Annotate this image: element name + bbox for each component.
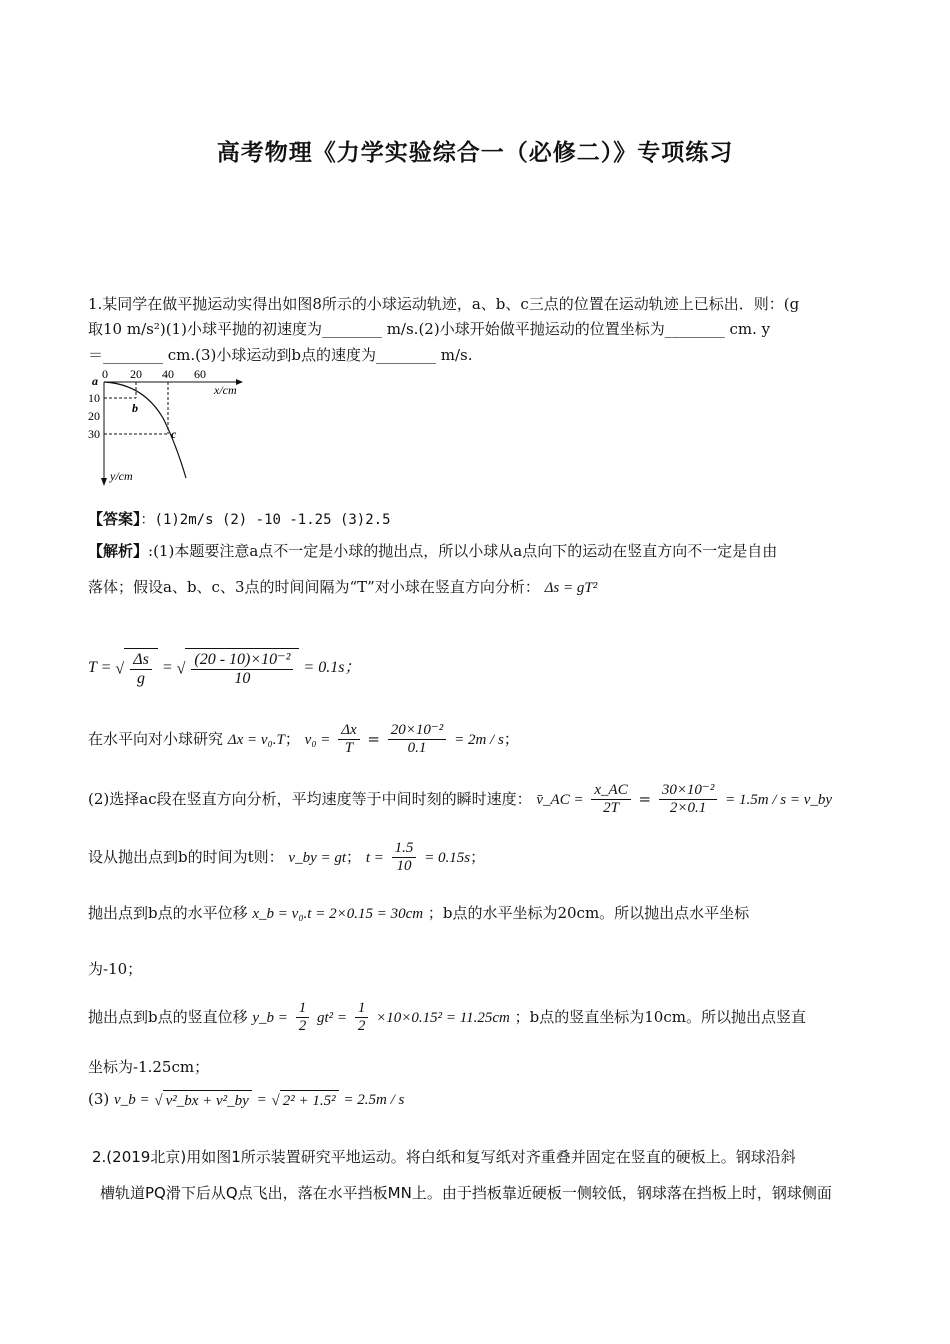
eq-vac-f1-num: x_AC: [591, 782, 630, 800]
eq-v0-f1-den: T: [344, 740, 354, 757]
sqrt-1: √ $\frac{\Delta s}{g}$: [115, 648, 157, 689]
analysis-xb-line: [88, 902, 749, 923]
point-c-label: c: [171, 427, 177, 441]
eq-yb-half1: [296, 1000, 310, 1036]
analysis-xb-continuation: 为-10；: [88, 960, 143, 978]
question-2-line-2: 槽轨道PQ滑下后从Q点飞出，落在水平挡板MN上。由于挡板靠近硬板一侧较低，钢球落在挡板上时，钢球侧面: [100, 1184, 832, 1202]
eq-vac-f2-den: 2×0.1: [669, 800, 707, 817]
analysis-label: 【解析】: [88, 542, 149, 560]
v0-prefix: 在水平向对小球研究: [88, 729, 224, 748]
x-tick-0: 0: [102, 367, 108, 381]
trajectory-figure: [88, 366, 258, 496]
eq-t-den: 10: [396, 858, 412, 875]
eq-vb-rad2: 2² + 1.5²: [280, 1090, 339, 1110]
equation-T: T = √ $\frac{\Delta s}{g}$ = √ $\frac{\text{(20 - 10)×10⁻²}}{10}$ = 0.1s；: [88, 648, 360, 689]
eq-yb-h2-den: 2: [357, 1018, 366, 1035]
eq-vac-rhs: = 1.5m / s = v_by: [725, 791, 833, 808]
analysis-text-2: 落体；假设a、b、c、3点的时间间隔为“T”对小球在竖直方向分析：: [88, 578, 540, 596]
x-tick-20: 20: [130, 367, 142, 381]
part3-label: (3): [88, 1090, 110, 1108]
t-sep: ；: [346, 847, 362, 866]
eq-v0-f1-num: Δx: [338, 722, 359, 740]
eq-vb-lhs: v_b =: [114, 1092, 150, 1108]
y-tick-10: 10: [88, 391, 100, 405]
sqrt-2: √ $\frac{\text{(20 - 10)×10⁻²}}{10}$: [177, 648, 300, 689]
eq-t-lhs: t =: [365, 849, 384, 866]
eq-vac-frac2: [659, 782, 718, 818]
x-tick-60: 60: [194, 367, 206, 381]
eq-vb-mid: =: [256, 1092, 267, 1108]
eq-v0-rhs: = 2m / s: [454, 731, 504, 748]
sqrt-vb-1: √ v²_bx + v²_by: [154, 1090, 251, 1110]
t-prefix: 设从抛出点到b的时间为t则：: [88, 847, 284, 866]
eq-v0-f2-den: 0.1: [407, 740, 427, 757]
eq-yb-lhs: y_b =: [252, 1009, 288, 1026]
eq-T-f2-num: (20 - 10)×10⁻²: [191, 651, 293, 670]
answer-label: 【答案】: [88, 510, 141, 528]
x-axis-arrow-icon: [236, 379, 243, 385]
eq-T-rhs: = 0.1s: [303, 659, 345, 677]
equation-delta-s: Δs = gT²: [544, 580, 598, 596]
eq-T-f1-den: g: [137, 670, 145, 688]
question-1-line-3: ＝________ cm.(3)小球运动到b点的速度为________ m/s.: [88, 346, 473, 364]
eq-yb-half2: [355, 1000, 369, 1036]
y-axis-label: y/cm: [110, 469, 133, 483]
page-title: 高考物理《力学实验综合一（必修二）》专项练习: [216, 139, 734, 166]
sqrt-vb-2: √ 2² + 1.5²: [272, 1090, 339, 1110]
y-tick-20: 20: [88, 409, 100, 423]
point-b-label: b: [132, 401, 138, 415]
eq-v0-lhs: v₀ =: [304, 731, 331, 748]
analysis-yb-line: [88, 1000, 806, 1036]
eq-T-f1-num: Δs: [130, 651, 152, 670]
equation-xb: x_b = v₀.t = 2×0.15 = 30cm: [252, 906, 424, 922]
eq-yb-h1-den: 2: [298, 1018, 307, 1035]
eq-yb-h1-num: 1: [296, 1000, 310, 1018]
eq-v0-tail: ；: [503, 729, 519, 748]
eq-vac-lhs: v̄_AC =: [536, 791, 584, 808]
question-1-line-2: 取10 m/s²)(1)小球平抛的初速度为________ m/s.(2)小球开始做平抛运动的位置坐标为________ cm. y: [88, 320, 771, 338]
analysis-v0-line: 在水平向对小球研究 Δx = v₀.T； v₀ = $\frac{\Delta x}{T}$ = $\frac{\text{20×10⁻²}}{0.1}$ = 2m / s；: [88, 722, 519, 757]
eq-t-frac: [392, 840, 417, 876]
y-tick-30: 30: [88, 427, 100, 441]
eq-v0-f2-num: 20×10⁻²: [388, 722, 447, 740]
eq-vb-rhs: = 2.5m / s: [343, 1092, 405, 1108]
answer-text: ：(1)2m/s (2) -10 -1.25 (3)2.5: [140, 512, 391, 528]
analysis-vac-line: (2)选择ac段在竖直方向分析，平均速度等于中间时刻的瞬时速度： v̄_AC = $\frac{x\_AC}{2T}$ = $\frac{\text{30×10⁻²}}{2\times 0.1}$ = 1.5m / s = v_by: [88, 782, 833, 817]
yb-prefix: 抛出点到b点的竖直位移: [88, 1007, 248, 1026]
analysis-line-1: [88, 540, 777, 561]
v0-sep: ；: [284, 729, 300, 748]
eq-T-tail: ；: [344, 659, 361, 677]
eq-yb-h2-num: 1: [355, 1000, 369, 1018]
point-a-label: a: [92, 374, 98, 388]
question-1-line-1: 1.某同学在做平抛运动实得出如图8所示的小球运动轨迹，a、b、c三点的位置在运动轨迹上已标出．则：(g: [88, 295, 800, 313]
eq-yb-mid: gt² =: [316, 1009, 348, 1026]
question-2-line-1: 2.(2019北京)用如图1所示装置研究平地运动。将白纸和复写纸对齐重叠并固定在竖直的硬板上。钢球沿斜: [92, 1148, 796, 1166]
analysis-t-line: [88, 840, 485, 876]
yb-suffix: ；b点的竖直坐标为10cm。所以抛出点竖直: [514, 1007, 806, 1026]
eq-t-num: 1.5: [392, 840, 417, 858]
equation-delta-x: Δx = v₀.T: [227, 731, 285, 748]
eq-vac-f2-num: 30×10⁻²: [659, 782, 718, 800]
analysis-line-2: [88, 576, 597, 597]
eq-v0-frac2: [388, 722, 447, 758]
eq-T-lhs: T =: [88, 659, 112, 677]
x-tick-40: 40: [162, 367, 174, 381]
eq-vb-rad1: v²_bx + v²_by: [163, 1090, 252, 1110]
vac-prefix: (2)选择ac段在竖直方向分析，平均速度等于中间时刻的瞬时速度：: [88, 789, 532, 808]
analysis-text-1: :(1)本题要注意a点不一定是小球的抛出点，所以小球从a点向下的运动在竖直方向不一定是自由: [148, 542, 778, 560]
analysis-vb-line: [88, 1090, 404, 1110]
eq-T-f2-den: 10: [234, 670, 251, 688]
x-axis-label: x/cm: [214, 383, 237, 397]
eq-t-tail: ；: [470, 847, 486, 866]
eq-t-rhs: = 0.15s: [424, 849, 471, 866]
analysis-yb-continuation: 坐标为-1.25cm；: [88, 1058, 210, 1076]
y-axis-arrow-icon: [101, 478, 107, 486]
eq-yb-rhs: ×10×0.15² = 11.25cm: [376, 1009, 510, 1026]
eq-v0-frac1: [338, 722, 359, 758]
answer-line: [88, 508, 391, 529]
equation-vby: v_by = gt: [288, 849, 347, 866]
xb-suffix: ；b点的水平坐标为20cm。所以抛出点水平坐标: [427, 904, 750, 922]
eq-vac-f1-den: 2T: [603, 800, 619, 817]
eq-vac-frac1: [591, 782, 630, 818]
xb-prefix: 抛出点到b点的水平位移: [88, 904, 248, 922]
